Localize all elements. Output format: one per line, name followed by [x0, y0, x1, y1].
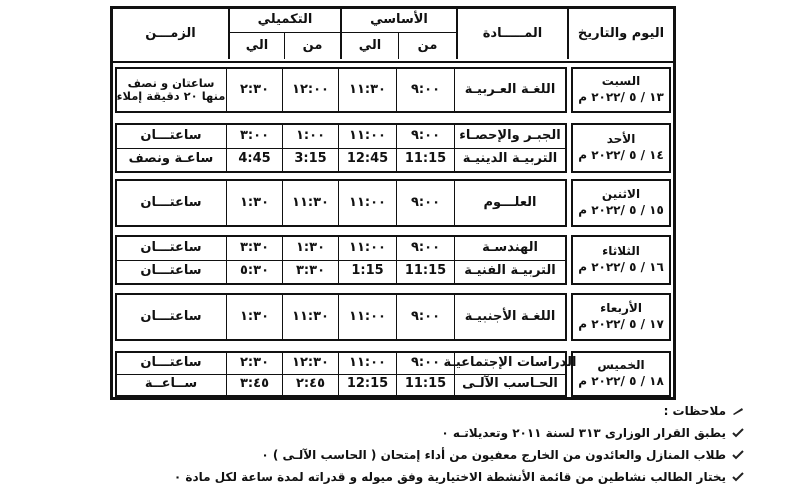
cell-b-from: 11:15	[396, 148, 454, 171]
day-cell	[571, 179, 671, 227]
header-day-date: اليوم والتاريخ	[567, 9, 673, 59]
day-date: ١٧ / ٥ /٢٠٢٢ م	[578, 317, 664, 331]
cell-s-to: ٢:٣٠	[226, 353, 282, 374]
cell-subject: اللغـة الأجنبيـة	[454, 295, 565, 339]
cell-s-from: ١١:٣٠	[282, 295, 338, 339]
day-cell	[571, 293, 671, 341]
cell-subject: التربيـة الفنيـة	[454, 260, 565, 283]
day-rows	[115, 67, 567, 113]
header-supplementary: التكميلي	[228, 9, 340, 33]
cell-b-to: 12:15	[338, 374, 396, 395]
cell-b-to: ١١:٣٠	[338, 69, 396, 111]
day-cell	[571, 235, 671, 285]
cell-s-to: ٣:٤٥	[226, 374, 282, 395]
cell-b-to: ١١:٠٠	[338, 181, 396, 225]
cell-s-from: ١١:٣٠	[282, 181, 338, 225]
cell-duration: ساعتـــان	[140, 128, 202, 144]
check-icon	[732, 472, 744, 482]
cell-b-from: ٩:٠٠	[396, 353, 454, 374]
note-text: يختار الطالب نشاطين من قائمة الأنشطة الاختيارية وفق ميوله و قدراته لمدة ساعة لكل مادة ٠	[173, 470, 726, 484]
header-basic-to: الي	[340, 33, 398, 59]
cell-s-from: ١٢:٠٠	[282, 69, 338, 111]
day-date: ١٤ / ٥ /٢٠٢٢ م	[578, 148, 664, 162]
note-text: طلاب المنازل والعائدون من الخارج معفيون من أداء إمتحان ( الحاسب الآلـى ) ٠	[261, 448, 726, 462]
cell-s-from: ١:٠٠	[282, 125, 338, 148]
cell-s-from: 3:15	[282, 148, 338, 171]
cell-b-from: ٩:٠٠	[396, 69, 454, 111]
cell-duration: ساعتـــان	[140, 194, 202, 210]
header-supplementary-from: من	[284, 33, 340, 59]
day-rows	[115, 351, 577, 397]
day-rows	[115, 293, 567, 341]
day-rows	[115, 179, 567, 227]
cell-s-to: ٢:٣٠	[226, 69, 282, 111]
cell-subject: الحـاسب الآلـى	[454, 374, 565, 395]
day-rows	[115, 123, 567, 173]
notes-header	[664, 404, 744, 418]
note-text: يطبق القرار الوزارى ٣١٣ لسنة ٢٠١١ وتعديلاتـه ٠	[441, 426, 726, 440]
cell-subject: الجبـر والإحصـاء	[454, 125, 565, 148]
check-icon	[732, 428, 744, 438]
note-item	[174, 470, 744, 484]
cell-s-to: ١:٣٠	[226, 181, 282, 225]
cell-duration: ساعتـــان	[140, 308, 202, 324]
cell-duration: ساعتـــان	[140, 263, 202, 279]
cell-s-to: ٣:٠٠	[226, 125, 282, 148]
note-item	[441, 426, 744, 440]
cell-b-to: 12:45	[338, 148, 396, 171]
cell-s-from: ١٢:٣٠	[282, 353, 338, 374]
cell-b-from: ٩:٠٠	[396, 295, 454, 339]
notes-section	[104, 404, 744, 500]
day-name: الاثنين	[601, 187, 641, 202]
day-rows	[115, 235, 567, 285]
day-name: الثلاثاء	[602, 244, 640, 259]
cell-subject: الهندسـة	[454, 237, 565, 260]
schedule-table	[110, 6, 676, 400]
header-time: الزمـــن	[145, 25, 196, 41]
cell-b-to: ١١:٠٠	[338, 125, 396, 148]
cell-duration: ساعتـــان	[140, 355, 202, 371]
header-subject: المـــــادة	[456, 9, 567, 59]
cell-s-from: ٢:٤٥	[282, 374, 338, 395]
cell-duration: ساعتـــان	[140, 240, 202, 256]
day-name: السبت	[601, 74, 641, 89]
day-cell	[571, 67, 671, 113]
check-icon	[732, 450, 744, 460]
cell-b-from: 11:15	[396, 374, 454, 395]
day-name: الأربعاء	[600, 301, 642, 316]
day-cell	[571, 123, 671, 173]
day-date: ١٦ / ٥ /٢٠٢٢ م	[578, 260, 664, 274]
cell-s-from: ٣:٣٠	[282, 260, 338, 283]
day-cell	[571, 351, 671, 397]
cell-s-to: ٣:٣٠	[226, 237, 282, 260]
cell-subject: العلـــوم	[454, 181, 565, 225]
day-name: الخميس	[597, 358, 645, 373]
header-supplementary-to: الي	[228, 33, 284, 59]
cell-b-to: ١١:٠٠	[338, 353, 396, 374]
cell-subject: الدراسات الإجتماعيـة	[454, 353, 565, 374]
cell-b-from: ٩:٠٠	[396, 125, 454, 148]
cell-b-to: ١١:٠٠	[338, 237, 396, 260]
cell-b-to: 1:15	[338, 260, 396, 283]
cell-s-to: ١:٣٠	[226, 295, 282, 339]
day-date: ١٨ / ٥ /٢٠٢٢ م	[578, 374, 664, 388]
notes-title: ملاحظات :	[663, 404, 726, 418]
cell-duration: ساعـة ونصف	[128, 151, 214, 167]
cell-b-from: 11:15	[396, 260, 454, 283]
cell-b-from: ٩:٠٠	[396, 181, 454, 225]
day-date: ١٥ / ٥ /٢٠٢٢ م	[578, 203, 664, 217]
day-date: ١٣ / ٥ /٢٠٢٢ م	[578, 90, 664, 104]
cell-b-from: ٩:٠٠	[396, 237, 454, 260]
cell-s-to: 4:45	[226, 148, 282, 171]
day-name: الأحد	[606, 132, 636, 147]
cell-s-from: ١:٣٠	[282, 237, 338, 260]
note-item	[261, 448, 744, 462]
cell-subject: اللغـة العـربيـة	[454, 69, 565, 111]
pen-icon	[732, 406, 744, 416]
header-basic-from: من	[398, 33, 456, 59]
cell-s-to: ٥:٣٠	[226, 260, 282, 283]
cell-subject: التربيـة الدينيـة	[454, 148, 565, 171]
table-header	[113, 9, 673, 63]
cell-duration: ساعتان و نصف منها ٢٠ دقيقة إملاء	[116, 76, 226, 103]
cell-b-to: ١١:٠٠	[338, 295, 396, 339]
cell-duration: ســاعــة	[144, 376, 198, 392]
header-basic: الأساسي	[340, 9, 456, 33]
